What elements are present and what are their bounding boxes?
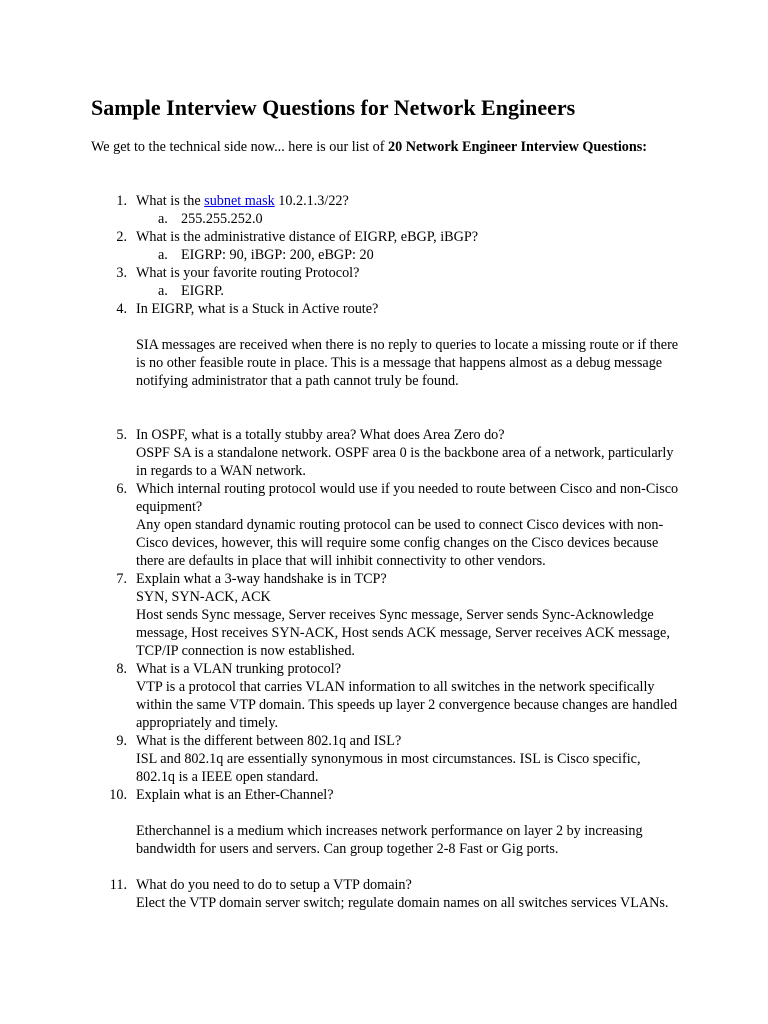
question-text: Explain what is an Ether-Channel? xyxy=(136,787,334,803)
answer-sublist xyxy=(136,246,681,264)
subnet-mask-link[interactable]: subnet mask xyxy=(204,193,275,209)
answer-letter: a. xyxy=(158,283,168,299)
answer-letter: a. xyxy=(158,211,168,227)
answer-text: ISL and 802.1q are essentially synonymous in most circumstances. ISL is Cisco specific, 802.1q is a IEEE open standard. xyxy=(136,751,641,785)
question-item-3 xyxy=(91,264,681,300)
question-text: What is the different between 802.1q and ISL? xyxy=(136,733,402,749)
question-number: 1. xyxy=(116,193,127,209)
question-text: What is the administrative distance of EIGRP, eBGP, iBGP? xyxy=(136,229,479,245)
question-number: 6. xyxy=(116,481,127,497)
answer-item xyxy=(136,210,681,228)
question-text xyxy=(136,192,681,210)
question-item-11 xyxy=(91,876,681,912)
question-number: 8. xyxy=(116,661,127,677)
answer-text: SIA messages are received when there is no reply to queries to locate a missing route or if there is no other feasible route in place. This is a message that happens almost as a debug message notifying administrator that a path cannot truly be found. xyxy=(136,337,679,389)
answer-text: EIGRP: 90, iBGP: 200, eBGP: 20 xyxy=(181,247,374,263)
question-text: Explain what a 3-way handshake is in TCP? xyxy=(136,571,387,587)
spacer xyxy=(136,318,681,336)
answer-letter: a. xyxy=(158,247,168,263)
intro-paragraph xyxy=(91,138,651,156)
question-item-6 xyxy=(91,480,681,570)
question-item-9 xyxy=(91,732,681,786)
answer-text: EIGRP. xyxy=(181,283,224,299)
question-item-10 xyxy=(91,786,681,876)
question-text: What do you need to do to setup a VTP domain? xyxy=(136,877,412,893)
answer-text: Host sends Sync message, Server receives Sync message, Server sends Sync-Acknowledge message, Host receives SYN-ACK, Host sends ACK message, Server receives ACK message, TCP/IP connection is now established. xyxy=(136,607,670,659)
answer-sublist xyxy=(136,210,681,228)
question-text: In OSPF, what is a totally stubby area? What does Area Zero do? xyxy=(136,427,505,443)
question-text: In EIGRP, what is a Stuck in Active route? xyxy=(136,301,379,317)
question-number: 10. xyxy=(109,787,127,803)
answer-text: VTP is a protocol that carries VLAN information to all switches in the network specifically within the same VTP domain. This speeds up layer 2 convergence because changes are handled appropriately and timely. xyxy=(136,679,678,731)
page-title: Sample Interview Questions for Network Engineers xyxy=(91,95,576,120)
questions-list xyxy=(91,192,681,912)
question-item-8 xyxy=(91,660,681,732)
question-item-1 xyxy=(91,192,681,228)
question-text-part: 10.2.1.3/22? xyxy=(274,193,349,209)
answer-text: OSPF SA is a standalone network. OSPF area 0 is the backbone area of a network, particularly in regards to a WAN network. xyxy=(136,445,674,479)
answer-text: 255.255.252.0 xyxy=(181,211,263,227)
question-text-part: What is the xyxy=(136,193,205,209)
spacer xyxy=(136,804,681,822)
question-text: Which internal routing protocol would use if you needed to route between Cisco and non-Cisco equipment? xyxy=(136,481,679,515)
question-number: 9. xyxy=(116,733,127,749)
question-number: 11. xyxy=(109,877,127,893)
question-text: What is a VLAN trunking protocol? xyxy=(136,661,342,677)
question-number: 7. xyxy=(116,571,127,587)
question-number: 2. xyxy=(116,229,127,245)
question-number: 3. xyxy=(116,265,127,281)
answer-summary: SYN, SYN-ACK, ACK xyxy=(136,589,271,605)
intro-text: We get to the technical side now... here is our list of xyxy=(91,139,388,155)
spacer xyxy=(136,390,681,426)
answer-text: Etherchannel is a medium which increases network performance on layer 2 by increasing bandwidth for users and servers. Can group together 2-8 Fast or Gig ports. xyxy=(136,823,643,857)
question-number: 4. xyxy=(116,301,127,317)
answer-text: Any open standard dynamic routing protocol can be used to connect Cisco devices with non-Cisco devices, however, this will require some config changes on the Cisco devices because there are defaults in place that will inhibit connectivity to other vendors. xyxy=(136,517,664,569)
question-item-5 xyxy=(91,426,681,480)
answer-item xyxy=(136,282,681,300)
intro-bold-text: 20 Network Engineer Interview Questions: xyxy=(387,139,648,155)
question-item-4 xyxy=(91,300,681,426)
answer-text: Elect the VTP domain server switch; regulate domain names on all switches services VLANs. xyxy=(136,895,669,911)
question-item-7 xyxy=(91,570,681,660)
question-text: What is your favorite routing Protocol? xyxy=(136,265,360,281)
question-number: 5. xyxy=(116,427,127,443)
spacer xyxy=(136,858,681,876)
answer-item xyxy=(136,246,681,264)
answer-sublist xyxy=(136,282,681,300)
question-item-2 xyxy=(91,228,681,264)
